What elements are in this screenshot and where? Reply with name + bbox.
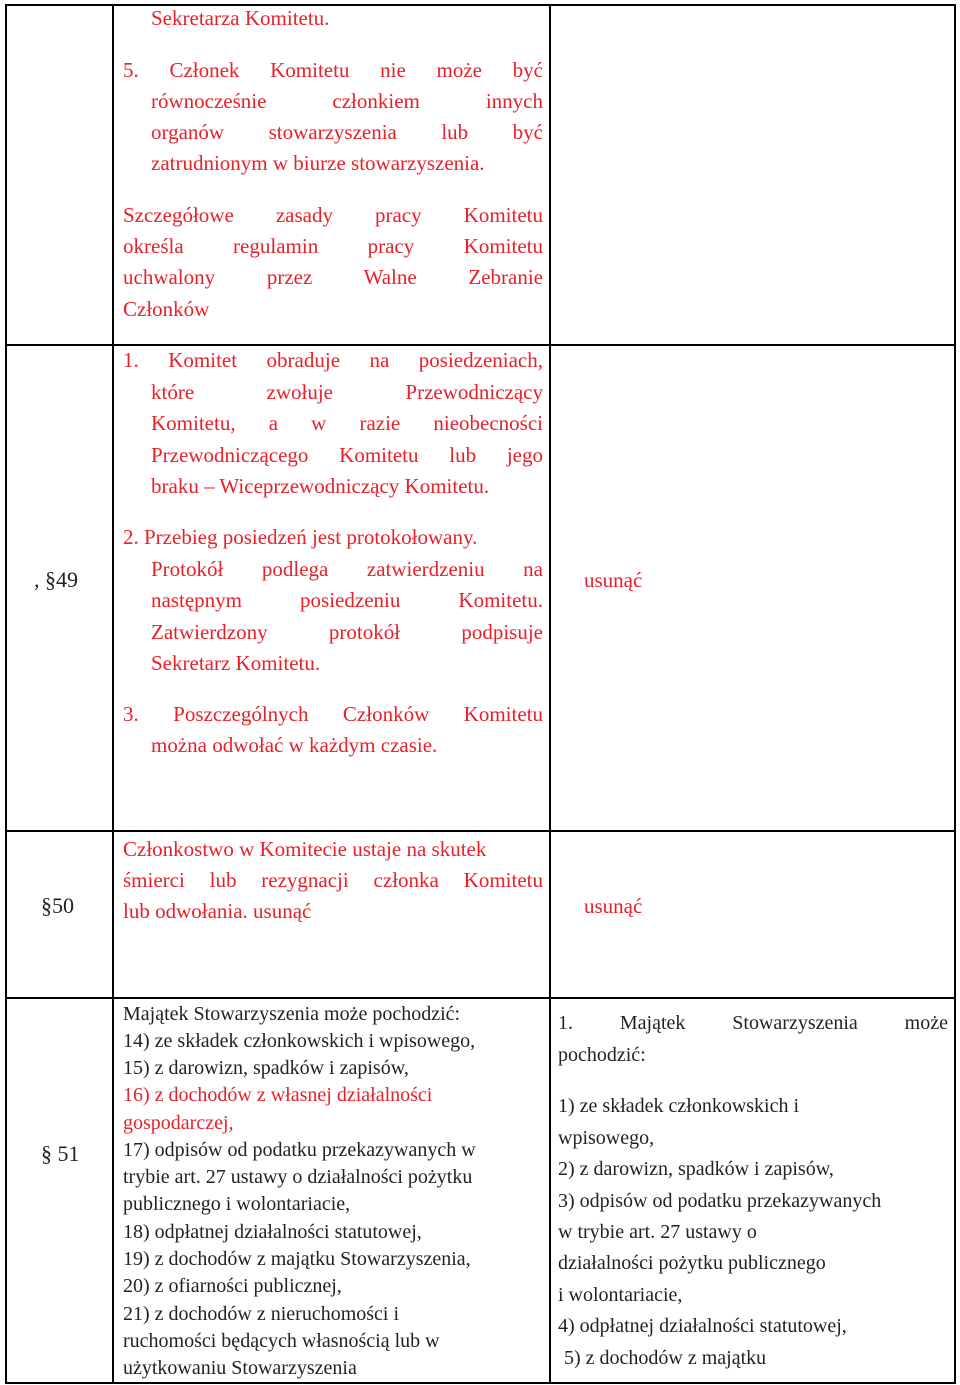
- text-line: pochodzić:: [558, 1044, 646, 1066]
- text-line: lub odwołania. usunąć: [123, 899, 312, 923]
- table-border-top: [5, 4, 956, 6]
- text-line: ruchomości będących własnością lub w: [123, 1330, 440, 1352]
- text-line: gospodarczej,: [123, 1112, 234, 1134]
- text-line: 5. Członek Komitetu nie może być: [123, 58, 543, 82]
- row-divider-3: [5, 997, 956, 999]
- text-line: można odwołać w każdym czasie.: [151, 733, 438, 757]
- text-line: 1) ze składek członkowskich i: [558, 1095, 800, 1117]
- text-line: Majątek Stowarzyszenia może pochodzić:: [123, 1003, 461, 1025]
- row-divider-1: [5, 344, 956, 346]
- text-line: Przewodniczącego Komitetu lub jego: [151, 443, 543, 467]
- text-line: w trybie art. 27 ustawy o: [558, 1221, 757, 1243]
- remove-note: usunąć: [584, 894, 643, 918]
- text-line: działalności pożytku publicznego: [558, 1252, 826, 1274]
- text-line: które zwołuje Przewodniczący: [151, 380, 543, 404]
- column-divider-1: [112, 4, 114, 1384]
- text-line: zatrudnionym w biurze stowarzyszenia.: [151, 151, 485, 175]
- text-line: 21) z dochodów z nieruchomości i: [123, 1303, 400, 1325]
- column-divider-2: [549, 4, 551, 1384]
- text-line: 20) z ofiarności publicznej,: [123, 1275, 342, 1297]
- text-line: trybie art. 27 ustawy o działalności pożytku: [123, 1166, 473, 1188]
- text-line: Komitetu, a w razie nieobecności: [151, 411, 543, 435]
- table-border-right: [954, 4, 956, 1384]
- section-number: § 51: [41, 1141, 80, 1166]
- text-line: Członków: [123, 297, 210, 321]
- text-line: następnym posiedzeniu Komitetu.: [151, 588, 543, 612]
- text-line: Zatwierdzony protokół podpisuje: [151, 620, 543, 644]
- text-line: użytkowaniu Stowarzyszenia: [123, 1357, 357, 1379]
- text-line: braku – Wiceprzewodniczący Komitetu.: [151, 474, 490, 498]
- text-line: Protokół podlega zatwierdzeniu na: [151, 557, 543, 581]
- text-line: 3) odpisów od podatku przekazywanych: [558, 1190, 882, 1212]
- text-line: 4) odpłatnej działalności statutowej,: [558, 1315, 847, 1337]
- text-line: 15) z darowizn, spadków i zapisów,: [123, 1057, 409, 1079]
- text-line: 2) z darowizn, spadków i zapisów,: [558, 1158, 834, 1180]
- text-line: Członkostwo w Komitecie ustaje na skutek: [123, 837, 487, 861]
- text-line: Szczegółowe zasady pracy Komitetu: [123, 203, 543, 227]
- text-line: 14) ze składek członkowskich i wpisowego,: [123, 1030, 476, 1052]
- text-line: Sekretarz Komitetu.: [151, 651, 321, 675]
- text-line: określa regulamin pracy Komitetu: [123, 234, 543, 258]
- text-line: 17) odpisów od podatku przekazywanych w: [123, 1139, 476, 1161]
- table-border-left: [5, 4, 7, 1384]
- text-line: 18) odpłatnej działalności statutowej,: [123, 1221, 422, 1243]
- text-line: 5) z dochodów z majątku: [564, 1347, 767, 1369]
- text-line: równocześnie członkiem innych: [151, 89, 543, 113]
- remove-note: usunąć: [584, 568, 643, 592]
- text-line: 1. Komitet obraduje na posiedzeniach,: [123, 348, 543, 372]
- text-line: 19) z dochodów z majątku Stowarzyszenia,: [123, 1248, 471, 1270]
- text-line: organów stowarzyszenia lub być: [151, 120, 543, 144]
- text-line: 1. Majątek Stowarzyszenia może: [558, 1012, 948, 1034]
- section-number: , §49: [34, 567, 78, 592]
- row-divider-2: [5, 830, 956, 832]
- text-line: śmierci lub rezygnacji członka Komitetu: [123, 868, 543, 892]
- table-border-bottom: [5, 1382, 956, 1384]
- text-line: 2. Przebieg posiedzeń jest protokołowany.: [123, 525, 478, 549]
- text-line: publicznego i wolontariacie,: [123, 1193, 351, 1215]
- text-line: 3. Poszczególnych Członków Komitetu: [123, 702, 543, 726]
- text-line: Sekretarza Komitetu.: [151, 6, 330, 30]
- text-line: wpisowego,: [558, 1127, 655, 1149]
- text-line: uchwalony przez Walne Zebranie: [123, 265, 543, 289]
- section-number: §50: [41, 893, 74, 918]
- text-line: i wolontariacie,: [558, 1284, 683, 1306]
- text-line: 16) z dochodów z własnej działalności: [123, 1084, 433, 1106]
